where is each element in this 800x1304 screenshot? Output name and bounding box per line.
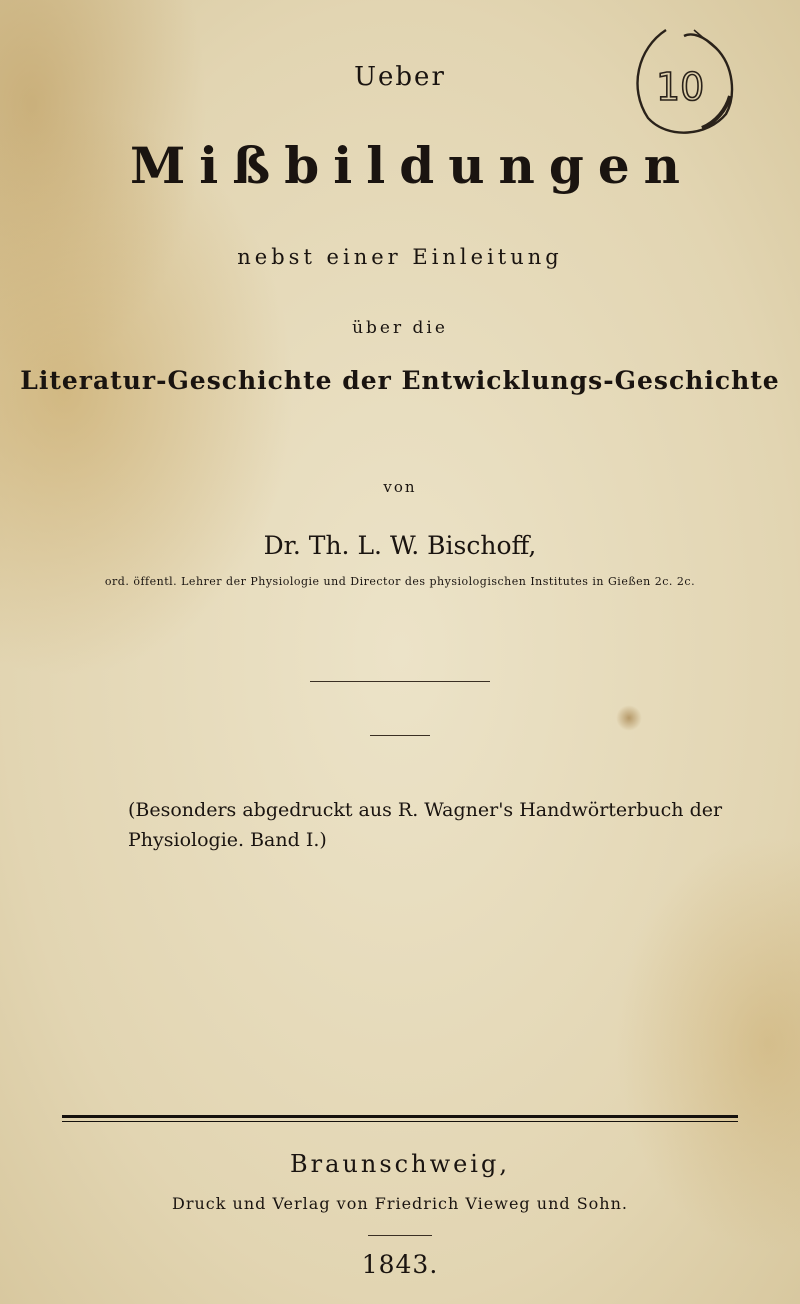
stamp-number: 10 <box>656 65 705 109</box>
publisher-line: Druck und Verlag von Friedrich Vieweg und Sohn. <box>172 1194 628 1213</box>
ueber-line: Ueber <box>354 62 446 92</box>
double-rule-thin <box>62 1121 738 1122</box>
author-name: Dr. Th. L. W. Bischoff, <box>263 531 537 560</box>
main-title: Mißbildungen <box>129 136 695 195</box>
nebst-line: nebst einer Einleitung <box>237 245 563 269</box>
publication-year: 1843. <box>361 1250 439 1279</box>
author-affiliation: ord. öffentl. Lehrer der Physiologie und Director des physiologischen Institutes in Gießen 2c. 2c. <box>104 575 696 588</box>
year-rule <box>368 1235 432 1236</box>
divider-rule <box>310 681 490 682</box>
ueber-die-line: über die <box>352 318 448 338</box>
von-line: von <box>383 478 417 496</box>
publication-city: Braunschweig, <box>290 1150 510 1178</box>
ink-stain <box>616 705 642 731</box>
reprint-note: (Besonders abgedruckt aus R. Wagner's Handwörterbuch der Physiologie. Band I.) <box>128 799 723 851</box>
subtitle: Literatur-Geschichte der Entwicklungs-Geschichte <box>20 366 780 395</box>
double-rule-thick <box>62 1115 738 1118</box>
divider-rule-small <box>370 735 430 736</box>
